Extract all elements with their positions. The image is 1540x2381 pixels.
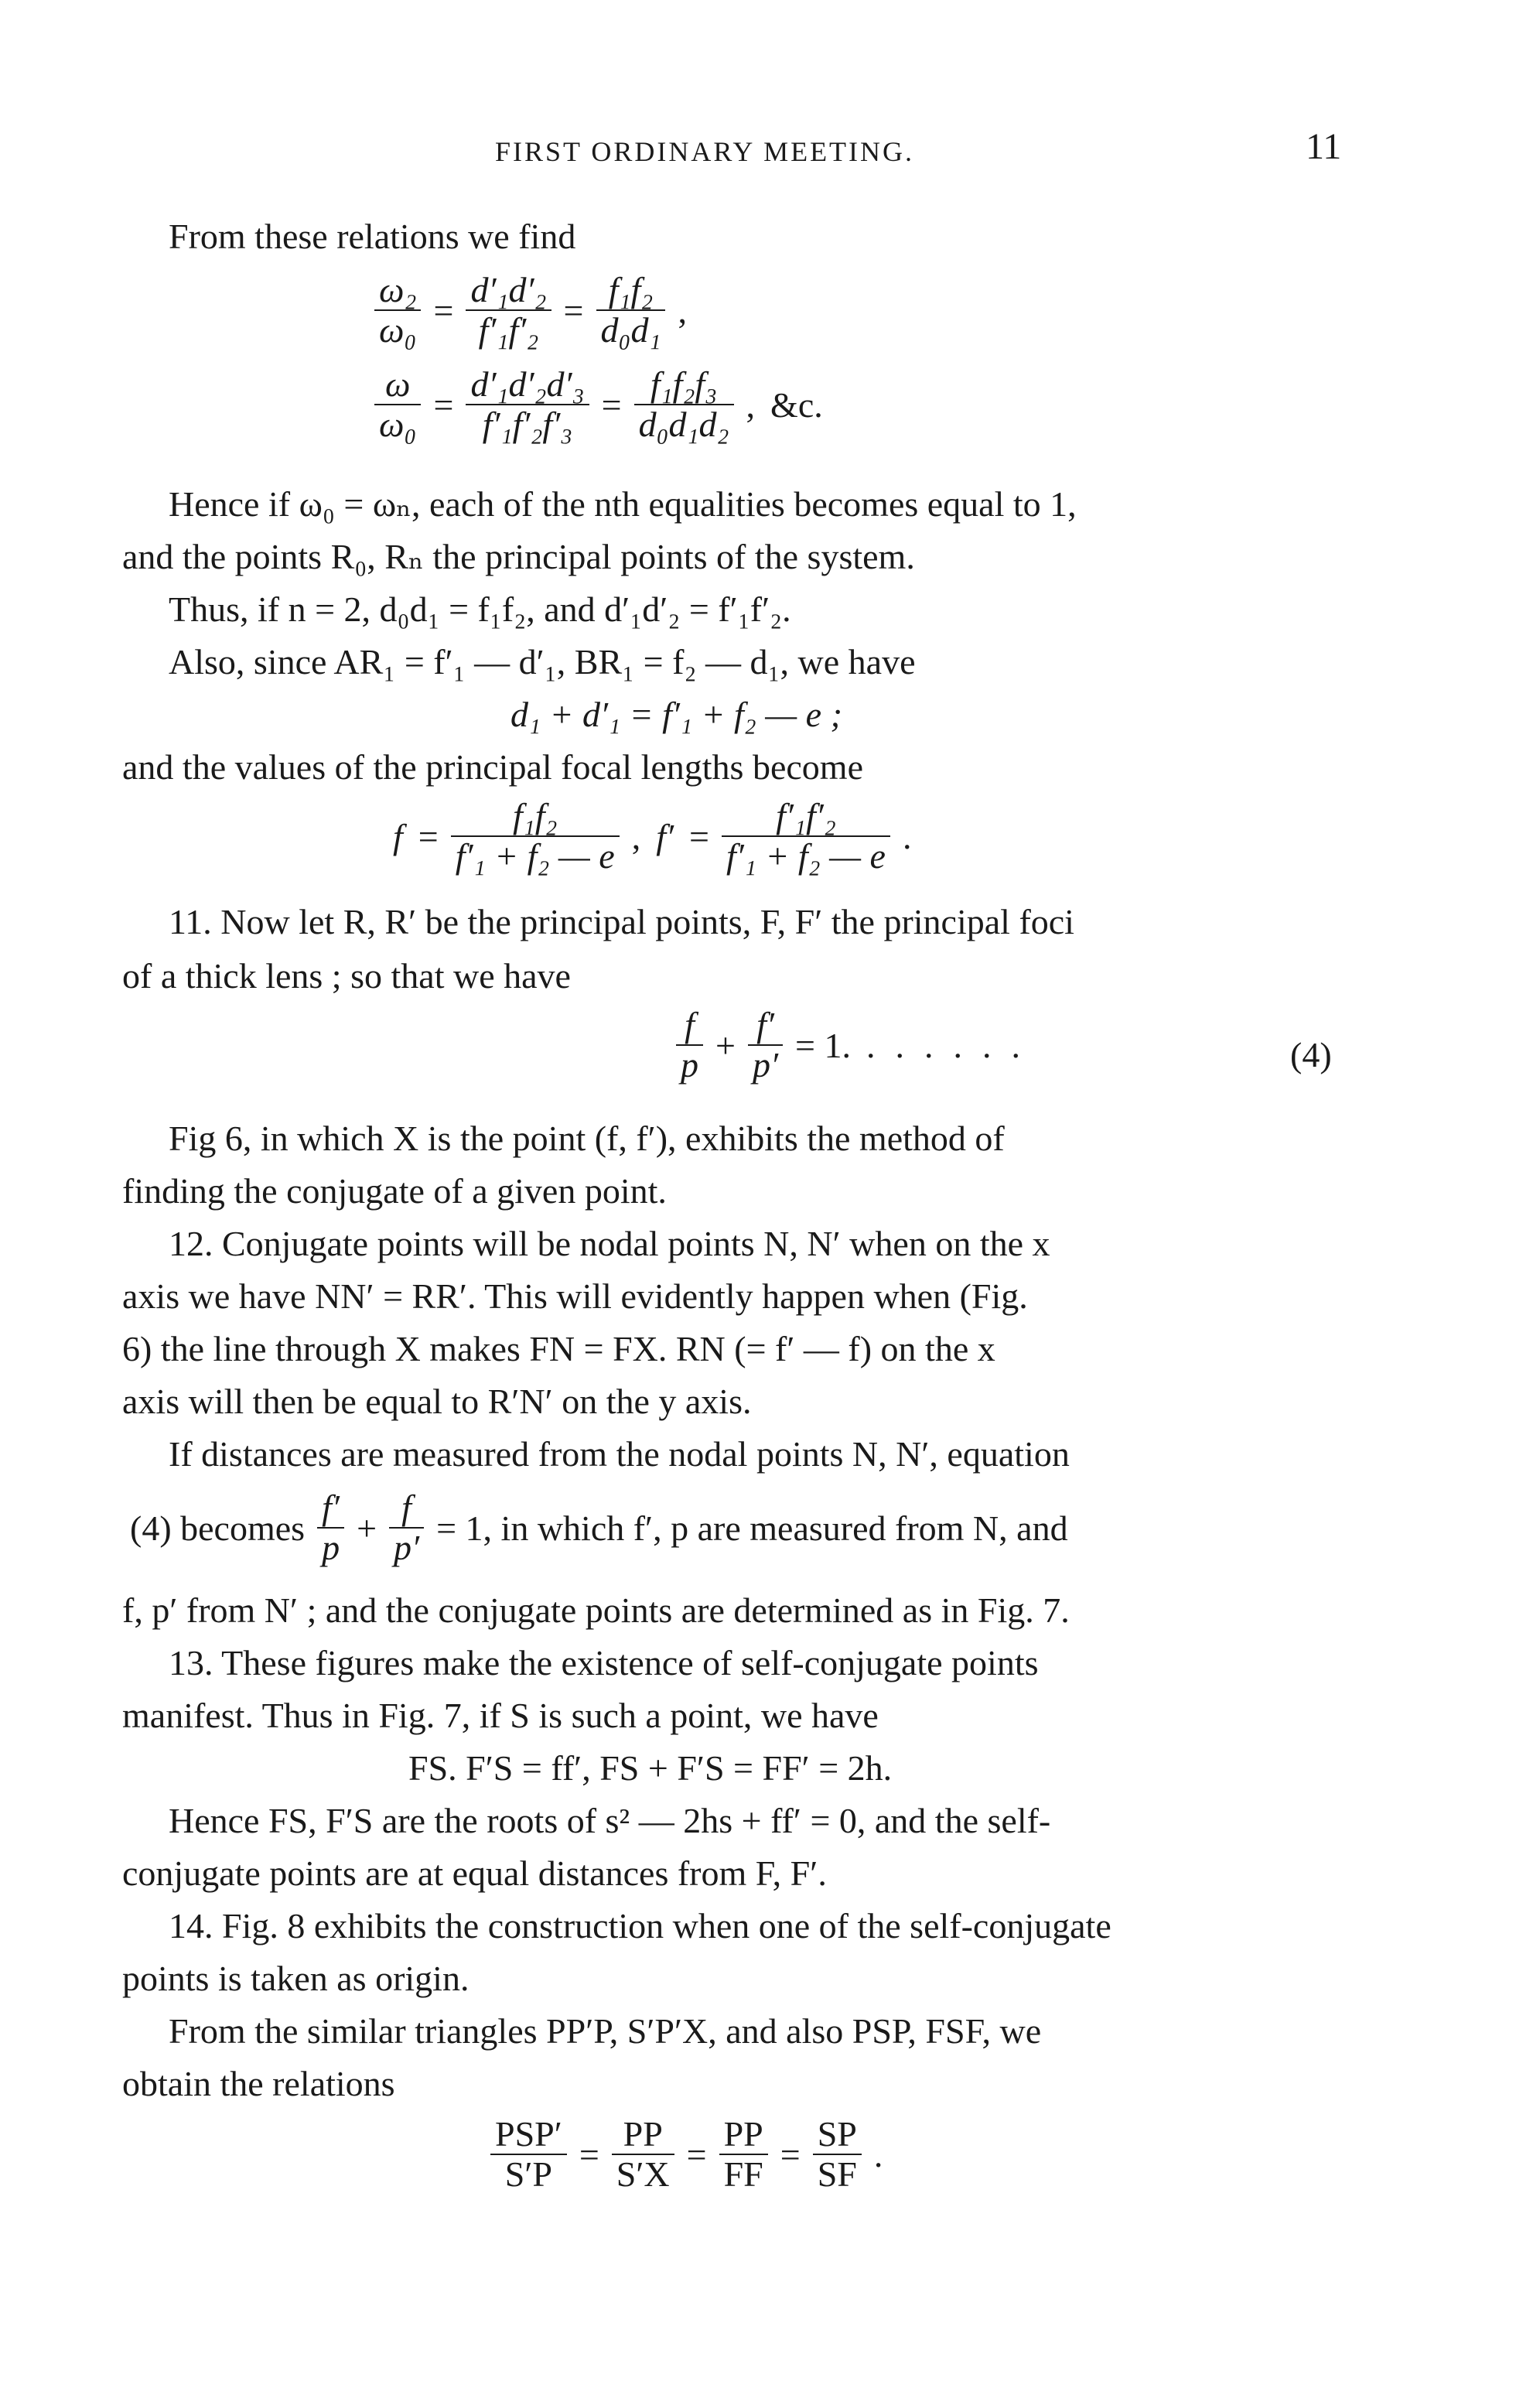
equation-1 (370, 271, 695, 350)
plus-sign: + (357, 1508, 377, 1548)
text-line: finding the conjugate of a given point. (122, 1171, 667, 1211)
equals-sign: = (433, 384, 454, 425)
leader-dots: ...... (866, 1025, 1040, 1065)
fraction (389, 1488, 424, 1567)
denominator: p (322, 1528, 340, 1567)
plus-sign: + (715, 1025, 736, 1065)
text-line: Thus, if n = 2, d₀d₁ = f₁f₂, and d′₁d′₂ = f′₁f′₂. (169, 589, 791, 629)
equals-sign: = (601, 384, 622, 425)
numerator: d′₁d′₂ (466, 271, 551, 311)
fraction (466, 365, 589, 444)
page-number: 11 (1306, 126, 1342, 167)
fraction (748, 1006, 783, 1085)
fraction (634, 365, 734, 444)
period: . (873, 2134, 883, 2174)
fraction (719, 2115, 768, 2194)
denominator: f′₁ + f₂ — e (455, 836, 615, 876)
fraction (676, 1006, 703, 1085)
text-line: Fig 6, in which X is the point (f, f′), exhibits the method of (169, 1119, 1005, 1158)
denominator: SF (817, 2154, 857, 2194)
numerator: SP (813, 2115, 862, 2155)
fraction (317, 1488, 344, 1567)
fraction (490, 2115, 567, 2194)
running-header: FIRST ORDINARY MEETING. (495, 136, 915, 167)
text-line: points is taken as origin. (122, 1959, 470, 1998)
text-line: If distances are measured from the nodal points N, N′, equation (169, 1434, 1070, 1474)
numerator: f′ (317, 1488, 344, 1529)
text-line: Hence if ω₀ = ωₙ, each of the nth equalities becomes equal to 1, (169, 484, 1077, 524)
numerator: f (389, 1488, 424, 1529)
equals-sign: = (563, 290, 584, 330)
fraction (374, 271, 421, 350)
equals-sign: = (686, 2134, 707, 2174)
text-line: f, p′ from N′ ; and the conjugate points are determined as in Fig. 7. (122, 1590, 1070, 1630)
fraction (466, 271, 551, 350)
comma: , (678, 290, 687, 330)
text-line: 12. Conjugate points will be nodal points N, N′ when on the x (169, 1224, 1050, 1263)
equation-rhs: = 1. (795, 1025, 851, 1065)
numerator: ω₂ (374, 271, 421, 311)
denominator: p′ (752, 1045, 779, 1085)
numerator: PP (612, 2115, 674, 2155)
equation-5 (122, 1488, 1076, 1567)
equation-6 (486, 2115, 890, 2194)
text-line: From the similar triangles PP′P, S′P′X, and also PSP, FSF, we (169, 2011, 1042, 2051)
text-line: 6) the line through X makes FN = FX. RN (= f′ — f) on the x (122, 1329, 995, 1368)
variable: f′ (656, 816, 674, 856)
equation-4 (671, 1006, 1048, 1085)
denominator: S′P (504, 2154, 553, 2194)
numerator: f₁f₂f₃ (634, 365, 734, 405)
period: . (902, 816, 912, 856)
denominator: p (681, 1045, 698, 1085)
denominator: f′₁f′₂ (478, 310, 539, 350)
text-line: and the values of the principal focal lengths become (122, 747, 863, 787)
numerator: f′₁f′₂ (722, 797, 890, 837)
denominator: FF (723, 2154, 763, 2194)
numerator: ω (374, 365, 421, 405)
denominator: S′X (616, 2154, 670, 2194)
equals-sign: = (579, 2134, 599, 2174)
equation-suffix: = 1, in which f′, p are measured from N, and (436, 1508, 1068, 1548)
equals-sign: = (418, 816, 439, 856)
fraction (374, 365, 421, 444)
numerator: f₁f₂ (596, 271, 666, 311)
text-line: conjugate points are at equal distances from F, F′. (122, 1853, 827, 1893)
equation-line: d₁ + d′₁ = f′₁ + f₂ — e ; (510, 695, 842, 734)
denominator: f′₁f′₂f′₃ (482, 405, 573, 444)
denominator: ω₀ (379, 405, 417, 444)
text-line: Also, since AR₁ = f′₁ — d′₁, BR₁ = f₂ — d₁, we have (169, 642, 916, 682)
fraction (612, 2115, 674, 2194)
comma: , (631, 816, 641, 856)
denominator: d₀d₁ (600, 310, 661, 350)
fraction (451, 797, 620, 876)
equals-sign: = (689, 816, 709, 856)
numerator: f (676, 1006, 703, 1046)
numerator: PSP′ (490, 2115, 567, 2155)
equals-sign: = (780, 2134, 801, 2174)
text-line: of a thick lens ; so that we have (122, 956, 571, 996)
equation-line: FS. F′S = ff′, FS + F′S = FF′ = 2h. (408, 1748, 893, 1788)
fraction (596, 271, 666, 350)
denominator: p′ (394, 1528, 420, 1567)
numerator: f₁f₂ (451, 797, 620, 837)
denominator: f′₁ + f₂ — e (726, 836, 886, 876)
variable: f (393, 816, 403, 856)
numerator: d′₁d′₂d′₃ (466, 365, 589, 405)
denominator: d₀d₁d₂ (638, 405, 729, 444)
numerator: f′ (748, 1006, 783, 1046)
text-line: obtain the relations (122, 2064, 395, 2103)
equation-2 (370, 365, 831, 444)
equation-label: (4) (1290, 1035, 1332, 1074)
intro-text: From these relations we find (169, 217, 576, 256)
text-line: axis will then be equal to R′N′ on the y axis. (122, 1382, 752, 1421)
equation-3 (385, 797, 919, 876)
etcetera: &c. (770, 384, 823, 425)
denominator: ω₀ (379, 310, 417, 350)
equals-sign: = (433, 290, 454, 330)
fraction (722, 797, 890, 876)
text-line: axis we have NN′ = RR′. This will evidently happen when (Fig. (122, 1276, 1028, 1316)
numerator: PP (719, 2115, 768, 2155)
fraction (813, 2115, 862, 2194)
text-line: manifest. Thus in Fig. 7, if S is such a point, we have (122, 1696, 879, 1735)
text-line: and the points R₀, Rₙ the principal points of the system. (122, 537, 915, 576)
comma: , (746, 384, 756, 425)
text-line: 11. Now let R, R′ be the principal points, F, F′ the principal foci (169, 902, 1074, 941)
text-line: 14. Fig. 8 exhibits the construction when one of the self-conjugate (169, 1906, 1111, 1945)
text-line: Hence FS, F′S are the roots of s² — 2hs + ff′ = 0, and the self- (169, 1801, 1051, 1840)
text-line: 13. These figures make the existence of self-conjugate points (169, 1643, 1039, 1682)
equation-prefix: (4) becomes (130, 1508, 306, 1548)
